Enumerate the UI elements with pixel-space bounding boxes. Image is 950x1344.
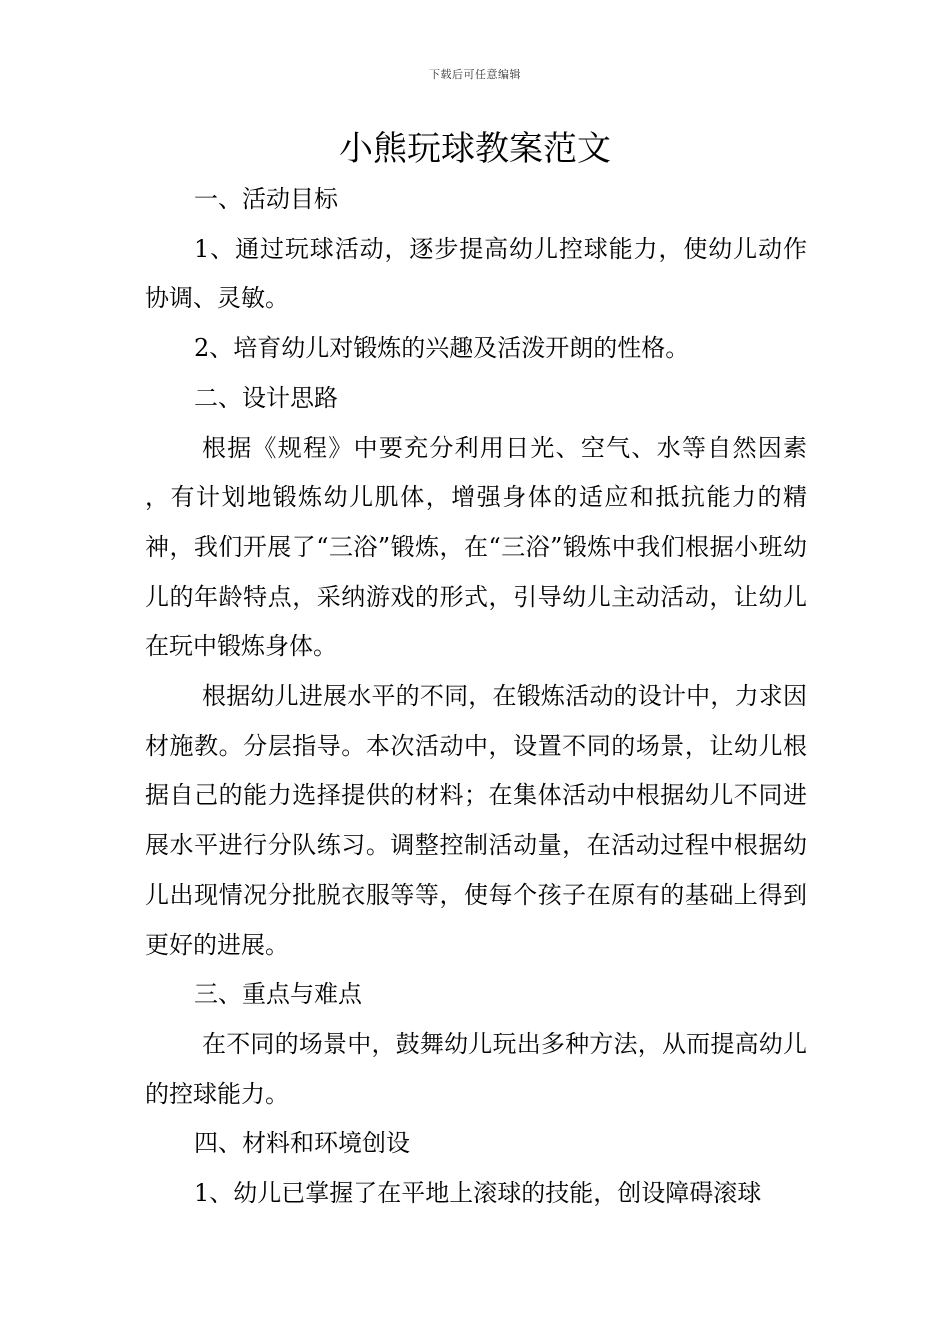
section-heading-focus: 三、重点与难点 — [194, 980, 362, 1009]
section-heading-design: 二、设计思路 — [194, 383, 338, 412]
design-paragraph-2: 根据幼儿进展水平的不同，在锻炼活动的设计中，力求因材施教。分层指导。本次活动中，设置不同的场景，让幼儿根据自己的能力选择提供的材料；在集体活动中根据幼儿不同进展水平进行分队练习。调整控制活动量，在活动过程中根据幼儿出现情况分批脱衣服等等，使每个孩子在原有的基础上得到更好的进展。 — [145, 682, 807, 959]
goal-item-2: 2、培育幼儿对锻炼的兴趣及活泼开朗的性格。 — [194, 334, 690, 363]
materials-item-1: 1、幼儿已掌握了在平地上滚球的技能，创设障碍滚球 — [194, 1179, 762, 1208]
section-heading-materials: 四、材料和环境创设 — [194, 1129, 410, 1158]
header-note: 下载后可任意编辑 — [429, 68, 521, 81]
section-heading-goals: 一、活动目标 — [194, 185, 338, 213]
focus-paragraph: 在不同的场景中，鼓舞幼儿玩出多种方法，从而提高幼儿的控球能力。 — [145, 1029, 807, 1108]
document-body — [145, 175, 807, 1219]
design-paragraph-1: 根据《规程》中要充分利用日光、空气、水等自然因素 ，有计划地锻炼幼儿肌体，增强身体的适应和抵抗能力的精神，我们开展了“三浴”锻炼，在“三浴”锻炼中我们根据小班幼儿的年龄特点，采纳游戏的形式，引导幼儿主动活动，让幼儿在玩中锻炼身体。 — [145, 433, 807, 661]
goal-item-1: 1、通过玩球活动，逐步提高幼儿控球能力，使幼儿动作协调、灵敏。 — [145, 234, 807, 313]
document-title: 小熊玩球教案范文 — [339, 129, 611, 169]
